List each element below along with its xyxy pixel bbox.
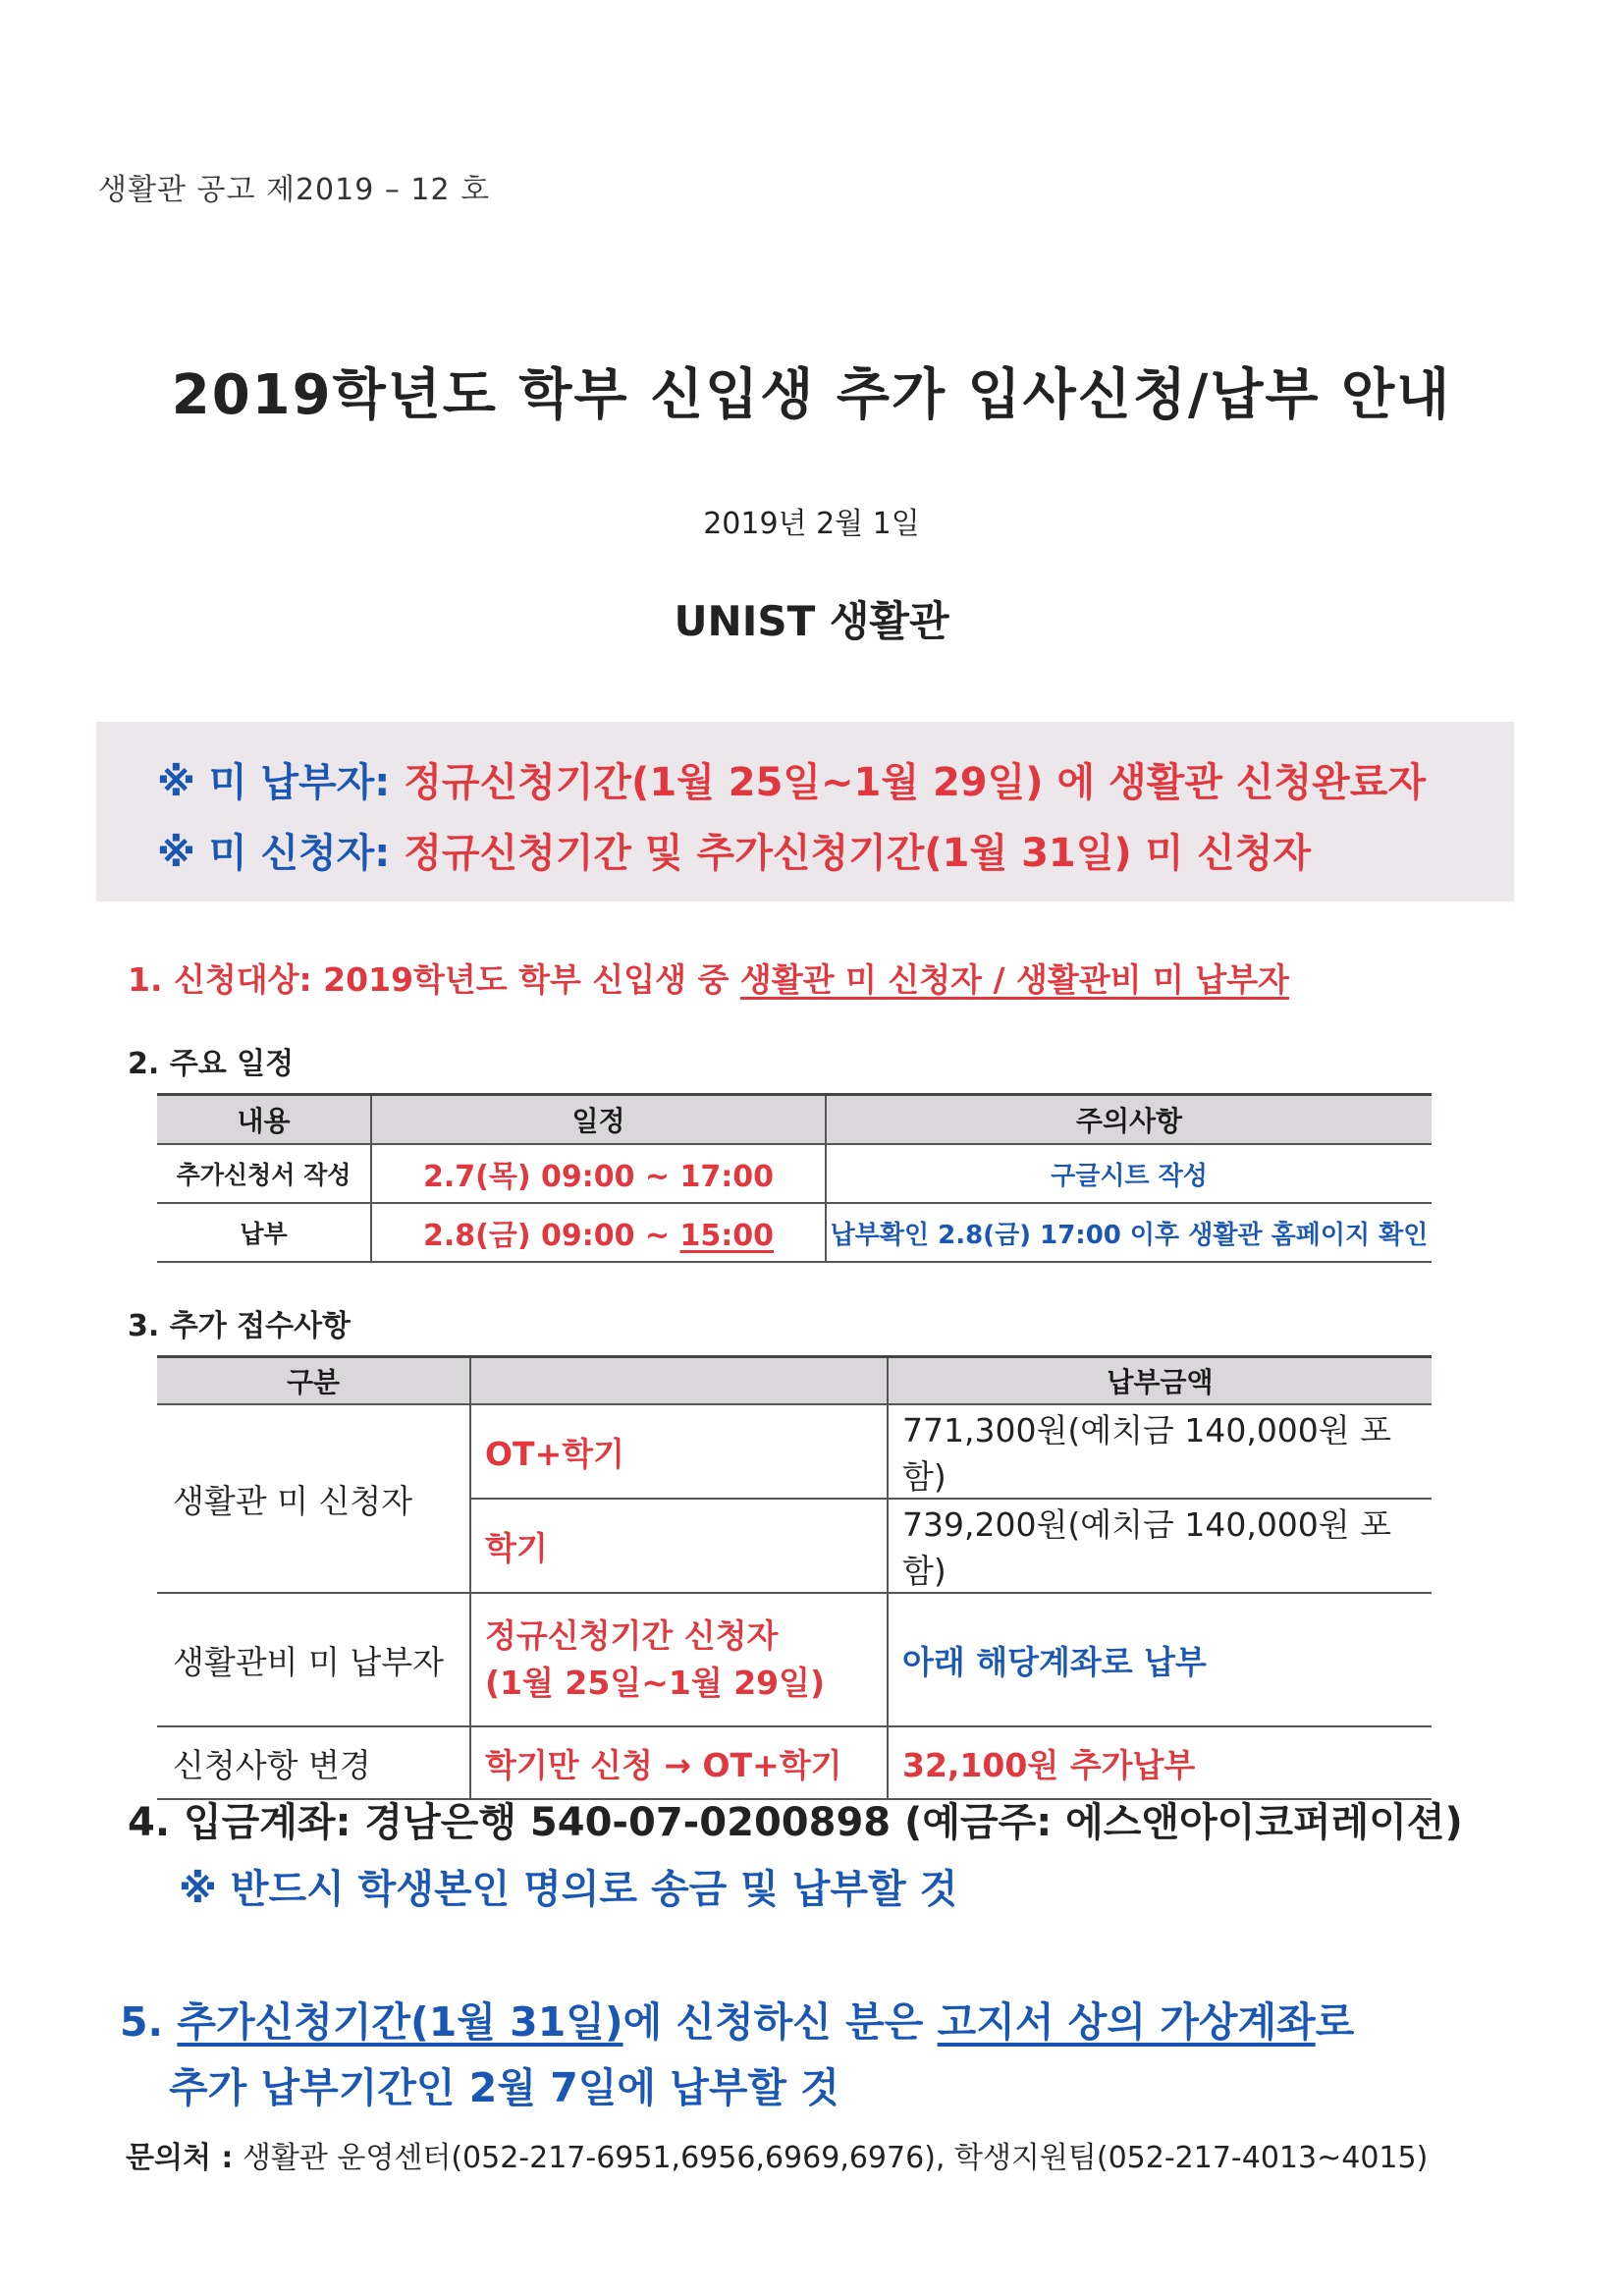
section-target — [128, 955, 1289, 1001]
table-row — [157, 1144, 1432, 1203]
schedule-date — [371, 1203, 826, 1262]
page-title: 2019학년도 학부 신입생 추가 입사신청/납부 안내 — [171, 363, 1452, 427]
fee-table — [157, 1355, 1432, 1800]
schedule-date-prefix: 2.8(금) 09:00 ~ — [422, 1219, 680, 1253]
sec5-number: 5. — [120, 1998, 178, 2046]
fee-sub-line2: (1월 25일~1월 29일) — [485, 1664, 826, 1702]
schedule-item: 납부 — [157, 1203, 371, 1262]
contact-info — [126, 2133, 1428, 2176]
section-virtual-account — [120, 1990, 1354, 2048]
unapplied-label: ※ 미 신청자: — [157, 831, 391, 876]
fee-sub-line1: 정규신청기간 신청자 — [485, 1616, 779, 1655]
fee-subcategory — [470, 1593, 888, 1726]
section-schedule-heading: 2. 주요 일정 — [128, 1047, 295, 1081]
fee-amount: 771,300원(예치금 140,000원 포함) — [888, 1404, 1432, 1499]
contact-label: 문의처 : — [126, 2141, 234, 2175]
fee-subcategory: 학기 — [470, 1499, 888, 1593]
schedule-item: 추가신청서 작성 — [157, 1144, 371, 1203]
section-virtual-account-line2: 추가 납부기간인 2월 7일에 납부할 것 — [169, 2064, 839, 2111]
notice-number: 생활관 공고 제2019 – 12 호 — [98, 173, 491, 207]
fee-header-category: 구분 — [157, 1357, 470, 1405]
fee-category: 생활관비 미 납부자 — [157, 1593, 470, 1726]
unpaid-label: ※ 미 납부자: — [157, 760, 391, 805]
schedule-header-row — [157, 1095, 1432, 1145]
sec5-end: 로 — [1315, 1998, 1355, 2046]
schedule-date: 2.7(목) 09:00 ~ 17:00 — [371, 1144, 826, 1203]
schedule-header-date: 일정 — [371, 1095, 826, 1145]
schedule-header-note: 주의사항 — [826, 1095, 1432, 1145]
highlight-line-unpaid — [157, 751, 1426, 807]
fee-category: 신청사항 변경 — [157, 1726, 470, 1799]
notice-date: 2019년 2월 1일 — [703, 507, 920, 541]
highlight-line-unapplied — [157, 822, 1311, 878]
target-prefix: 1. 신청대상: 2019학년도 학부 신입생 중 — [128, 960, 740, 999]
sec5-mid: 에 신청하신 분은 — [622, 1998, 938, 2046]
table-row — [157, 1593, 1432, 1726]
schedule-header-item: 내용 — [157, 1095, 371, 1145]
unapplied-text: 정규신청기간 및 추가신청기간(1월 31일) 미 신청자 — [390, 831, 1312, 876]
schedule-table — [157, 1093, 1432, 1263]
fee-amount: 아래 해당계좌로 납부 — [888, 1593, 1432, 1726]
sec5-underlined-account: 고지서 상의 가상계좌 — [937, 1998, 1316, 2046]
highlight-box — [96, 722, 1514, 902]
fee-subcategory: 학기만 신청 → OT+학기 — [470, 1726, 888, 1799]
sec5-underlined-period: 추가신청기간(1월 31일) — [177, 1998, 623, 2046]
unpaid-text: 정규신청기간(1월 25일~1월 29일) 에 생활관 신청완료자 — [390, 760, 1427, 805]
organization-name: UNIST 생활관 — [674, 597, 949, 645]
deposit-account: 4. 입금계좌: 경남은행 540-07-0200898 (예금주: 에스앤아이코퍼레이션) — [128, 1800, 1463, 1845]
table-row — [157, 1726, 1432, 1799]
fee-amount: 739,200원(예치금 140,000원 포함) — [888, 1499, 1432, 1593]
table-row — [157, 1203, 1432, 1262]
fee-category: 생활관 미 신청자 — [157, 1404, 470, 1593]
contact-text: 생활관 운영센터(052-217-6951,6956,6969,6976), 학생지원팀(052-217-4013~4015) — [233, 2141, 1429, 2175]
schedule-note: 구글시트 작성 — [826, 1144, 1432, 1203]
schedule-note: 납부확인 2.8(금) 17:00 이후 생활관 홈페이지 확인 — [826, 1203, 1432, 1262]
section-extra-heading: 3. 추가 접수사항 — [128, 1309, 352, 1343]
table-row — [157, 1404, 1432, 1499]
fee-amount: 32,100원 추가납부 — [888, 1726, 1432, 1799]
target-underlined: 생활관 미 신청자 / 생활관비 미 납부자 — [739, 960, 1290, 999]
schedule-date-underlined: 15:00 — [679, 1219, 774, 1253]
fee-subcategory: OT+학기 — [470, 1404, 888, 1499]
deposit-warning: ※ 반드시 학생본인 명의로 송금 및 납부할 것 — [179, 1867, 958, 1912]
fee-header-row — [157, 1357, 1432, 1405]
fee-header-sub — [470, 1357, 888, 1405]
fee-header-amount: 납부금액 — [888, 1357, 1432, 1405]
